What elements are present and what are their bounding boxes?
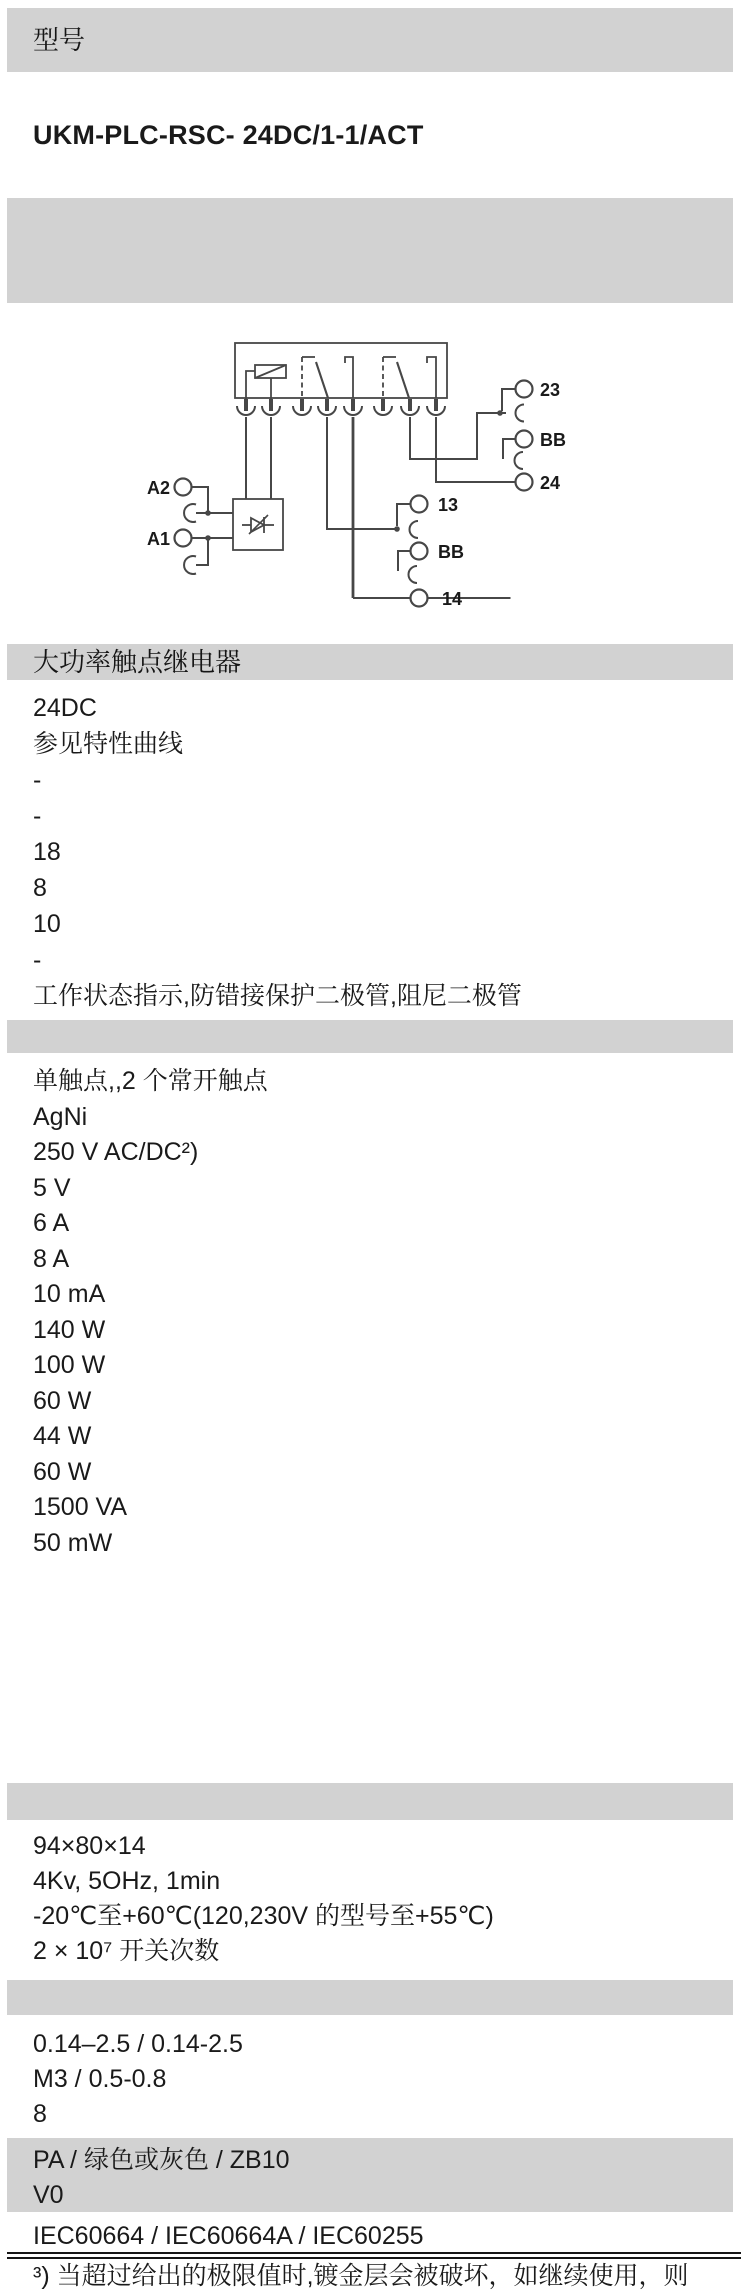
section-bar-model <box>7 8 733 72</box>
footnote-divider <box>7 2252 741 2259</box>
label-a1: A1 <box>146 529 170 549</box>
spec-row: V0 <box>33 2181 64 2209</box>
spec-row: 8 <box>33 2100 47 2128</box>
spec-row: 单触点,,2 个常开触点 <box>33 1067 268 1095</box>
spec-row: -20℃至+60℃(120,230V 的型号至+55℃) <box>33 1902 494 1930</box>
standards-list <box>33 2219 424 2254</box>
housing-highlight-block <box>7 2138 733 2212</box>
diagram-wires <box>246 413 515 598</box>
label-24: 24 <box>540 473 561 493</box>
section-bar-contact <box>7 1020 733 1053</box>
spec-row: 参见特性曲线 <box>33 730 184 758</box>
spec-row: 50 mW <box>33 1528 113 1557</box>
section-title-model: 型号 <box>33 25 86 55</box>
spec-row: 140 W <box>33 1315 106 1344</box>
spec-row: 100 W <box>33 1351 106 1379</box>
relay-module-box <box>235 343 447 398</box>
relay-spec-list <box>33 690 522 1014</box>
spec-row: 10 <box>33 910 61 938</box>
spec-row: 5 V <box>33 1173 71 1202</box>
section-bar-general <box>7 1783 733 1820</box>
section-bar-relay <box>7 644 733 680</box>
section-title-relay: 大功率触点继电器 <box>33 647 242 677</box>
spec-row: 0.14–2.5 / 0.14-2.5 <box>33 2030 243 2058</box>
spec-row: 8 <box>33 874 47 902</box>
spec-row: - <box>33 946 42 974</box>
spec-row: 8 A <box>33 1244 70 1273</box>
terminal-group-right <box>497 381 532 491</box>
contact-spec-list <box>33 1064 268 1561</box>
spec-row: - <box>33 766 42 794</box>
spec-row: AgNi <box>33 1102 88 1131</box>
base-connector-pins <box>244 399 438 411</box>
section-bar-wiring <box>7 1980 733 2015</box>
spec-row: 4Kv, 5OHz, 1min <box>33 1867 221 1895</box>
label-bb-top: BB <box>540 430 566 450</box>
wiring-diagram <box>140 336 572 608</box>
spec-row: IEC60664 / IEC60664A / IEC60255 <box>33 2222 424 2250</box>
spec-row: 10 mA <box>33 1280 106 1308</box>
model-designation: UKM-PLC-RSC- 24DC/1-1/ACT <box>33 120 424 150</box>
label-13: 13 <box>438 495 459 515</box>
terminal-group-middle <box>394 496 427 607</box>
spec-row: 94×80×14 <box>33 1832 146 1860</box>
spec-row: 60 W <box>33 1386 92 1415</box>
spec-row: PA / 绿色或灰色 / ZB10 <box>33 2146 290 2174</box>
label-a2: A2 <box>146 478 170 498</box>
general-spec-list <box>33 1829 494 1969</box>
input-diode-module <box>233 499 283 550</box>
spec-row: 2 × 10⁷ 开关次数 <box>33 1937 220 1965</box>
spec-row: 18 <box>33 838 61 866</box>
spec-row: 24DC <box>33 694 97 722</box>
footnote-text: ³) 当超过给出的极限值时,镀金层会被破坏，如继续使用，则 <box>33 2262 689 2290</box>
coil-symbol <box>246 365 286 399</box>
spec-row: 6 A <box>33 1209 70 1237</box>
label-14: 14 <box>442 589 463 608</box>
spec-row: - <box>33 802 42 830</box>
spec-row: 工作状态指示,防错接保护二极管,阻尼二极管 <box>33 982 522 1010</box>
spec-row: 1500 VA <box>33 1493 128 1521</box>
section-bar-blank-top <box>7 198 733 303</box>
label-23: 23 <box>540 380 561 400</box>
terminal-group-left <box>175 479 234 575</box>
wiring-spec-list <box>33 2027 243 2132</box>
base-connector-sockets <box>237 406 445 415</box>
contact-1-symbol <box>302 357 353 398</box>
label-bb-mid: BB <box>438 542 464 562</box>
contact-2-symbol <box>383 357 436 398</box>
spec-row: 250 V AC/DC²) <box>33 1138 199 1166</box>
spec-row: M3 / 0.5-0.8 <box>33 2065 167 2093</box>
spec-row: 44 W <box>33 1422 92 1450</box>
housing-spec-list <box>33 2143 290 2213</box>
spec-row: 60 W <box>33 1457 92 1486</box>
